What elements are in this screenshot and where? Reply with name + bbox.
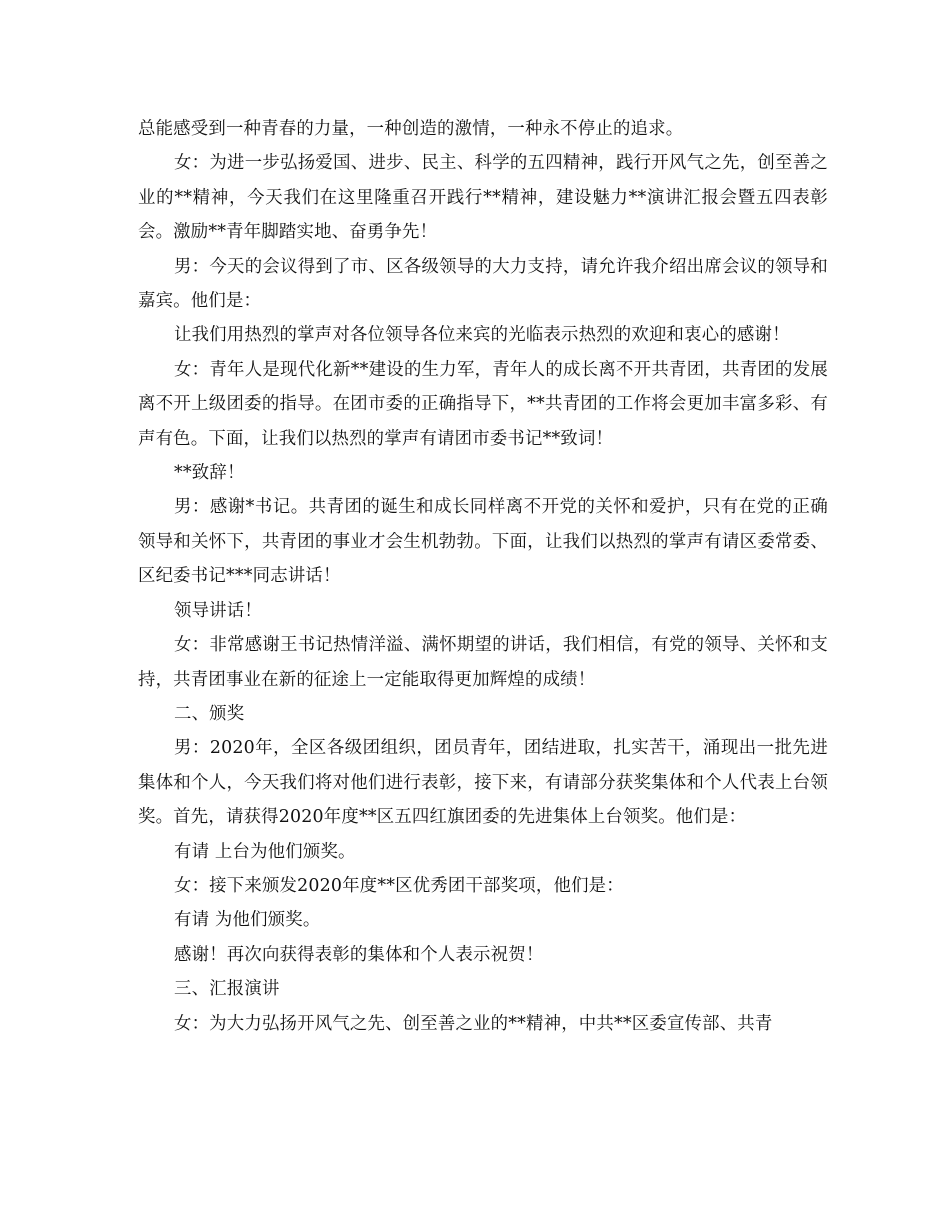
document-body [138, 112, 828, 1041]
paragraph: 女：为大力弘扬开风气之先、创至善之业的**精神，中共**区委宣传部、共青 [174, 1013, 773, 1034]
paragraph: 男：今天的会议得到了市、区各级领导的大力支持，请允许我介绍出席会议的领导和嘉宾。他们是： [138, 256, 828, 312]
paragraph: 女：接下来颁发2020年度**区优秀团干部奖项，他们是： [174, 875, 624, 896]
paragraph: 感谢！再次向获得表彰的集体和个人表示祝贺！ [174, 944, 544, 965]
paragraph: 领导讲话！ [174, 600, 262, 621]
paragraph: 女：青年人是现代化新**建设的生力军，青年人的成长离不开共青团，共青团的发展离不开上级团委的指导。在团市委的正确指导下，**共青团的工作将会更加丰富多彩、有声有色。下面，让我们以热烈的掌声有请团市委书记**致词！ [138, 359, 828, 449]
paragraph: 有请 为他们颁奖。 [174, 910, 321, 931]
section-heading: 三、汇报演讲 [174, 979, 280, 1000]
paragraph: 女：非常感谢王书记热情洋溢、满怀期望的讲话，我们相信，有党的领导、关怀和支持，共青团事业在新的征途上一定能取得更加辉煌的成绩！ [138, 635, 828, 690]
paragraph: 有请 上台为他们颁奖。 [174, 841, 356, 862]
paragraph: 男：感谢*书记。共青团的诞生和成长同样离不开党的关怀和爱护，只有在党的正确领导和关怀下，共青团的事业才会生机勃勃。下面，让我们以热烈的掌声有请区委常委、区纪委书记***同志讲话！ [138, 497, 828, 587]
paragraph: 男：2020年，全区各级团组织，团员青年，团结进取，扎实苦干，涌现出一批先进集体和个人，今天我们将对他们进行表彰，接下来，有请部分获奖集体和个人代表上台领奖。首先，请获得2020年度**区五四红旗团委的先进集体上台领奖。他们是： [138, 738, 828, 828]
paragraph: **致辞！ [174, 463, 245, 484]
paragraph: 总能感受到一种青春的力量，一种创造的激情，一种永不停止的追求。 [138, 119, 684, 139]
paragraph: 女：为进一步弘扬爱国、进步、民主、科学的五四精神，践行开风气之先，创至善之业的**精神，今天我们在这里隆重召开践行**精神，建设魅力**演讲汇报会暨五四表彰会。激励**青年脚踏实地、奋勇争先！ [138, 153, 828, 243]
section-heading: 二、颁奖 [174, 703, 245, 724]
paragraph: 让我们用热烈的掌声对各位领导各位来宾的光临表示热烈的欢迎和衷心的感谢！ [174, 325, 790, 346]
